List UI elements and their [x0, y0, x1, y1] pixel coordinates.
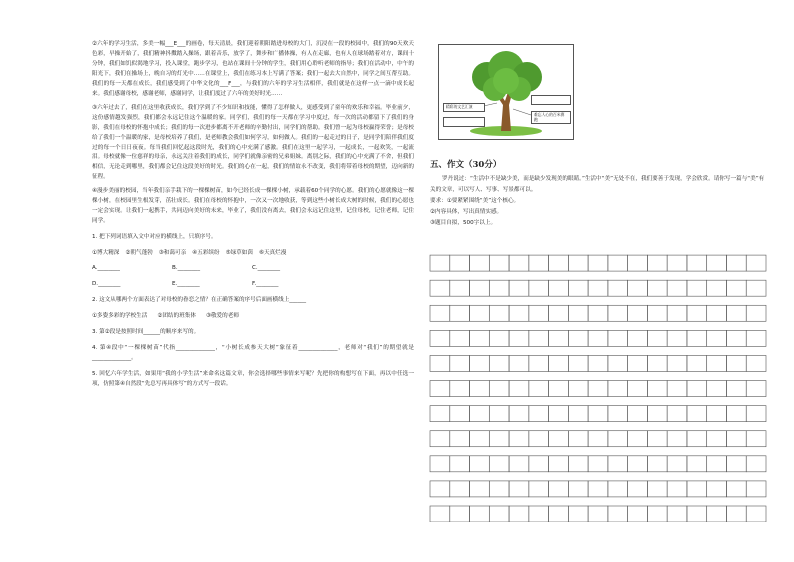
tree-empty-box[interactable] — [531, 95, 571, 105]
q2-option: ③敬爱的老师 — [205, 312, 239, 319]
grid-cell[interactable] — [470, 355, 490, 371]
grid-cell[interactable] — [568, 381, 588, 397]
grid-cell[interactable] — [647, 255, 667, 271]
grid-cell[interactable] — [568, 406, 588, 422]
grid-cell[interactable] — [529, 481, 549, 497]
grid-cell[interactable] — [628, 431, 648, 447]
grid-cell[interactable] — [549, 355, 569, 371]
grid-cell[interactable] — [450, 355, 470, 371]
question-4: 4. 第④段中“一棵棵树苗”代指______________，“小树长成参天大树”象征着______________，老师对“我们”的期望就是______________。 — [92, 344, 414, 361]
grid-cell[interactable] — [628, 506, 648, 522]
grid-cell[interactable] — [489, 431, 509, 447]
question-2: 2. 这文从哪两个方面表达了对母校的眷恋之情？在正确答案的序号后面画横线上______ — [92, 296, 307, 303]
grid-cell[interactable] — [489, 330, 509, 346]
grid-cell[interactable] — [430, 381, 450, 397]
grid-cell[interactable] — [430, 431, 450, 447]
grid-cell[interactable] — [568, 506, 588, 522]
grid-cell[interactable] — [509, 280, 529, 296]
grid-cell[interactable] — [489, 305, 509, 321]
grid-cell[interactable] — [647, 406, 667, 422]
grid-cell[interactable] — [707, 305, 727, 321]
paragraph-2: ②六年的学习生活，多美一幅___E___的画卷，每天清晨，我们迎着朝阳踏进母校的大门，沉浸在一段的校园中，我们的90天欢天色彩，早操开始了，我们精神抖擞踏入操场，跟着音乐，放学了，舞步和广播体操，有人在走廊，也有人在球场踏着对方，课间十分钟，我们如饥似渴地学习，投入课堂，跑步学习，也站在课间十分钟的学生，我们用心聆听老师的指导；我们在活动中，中午的阳光下，我们在操场上，晚自习的灯光中……在课堂上，我们在练习本上写满了答案；我们一起去大自然中，同学之间互帮互助。我们的每一天都在成长，我们感受到了中华文化的___F___，与我们的六年的学习生活相伴，我们就是在这样一点一滴中成长起来。我们感谢母校，感谢老师，感谢同学，让我们度过了六年的美好时光…… — [92, 41, 414, 97]
left-column — [92, 40, 414, 391]
grid-cell[interactable] — [608, 506, 628, 522]
grid-cell[interactable] — [667, 456, 687, 472]
grid-cell[interactable] — [470, 255, 490, 271]
grid-cell[interactable] — [529, 280, 549, 296]
grid-cell[interactable] — [647, 506, 667, 522]
grid-cell[interactable] — [726, 305, 746, 321]
section-title: 五、作文（30分） — [430, 160, 502, 170]
grid-cell[interactable] — [746, 255, 766, 271]
q1-blanks-row-1 — [92, 264, 414, 274]
grid-cell[interactable] — [450, 481, 470, 497]
grid-cell[interactable] — [647, 456, 667, 472]
grid-cell[interactable] — [746, 330, 766, 346]
grid-cell[interactable] — [707, 431, 727, 447]
q1-blank[interactable]: A.________ — [92, 265, 120, 272]
grid-cell[interactable] — [509, 506, 529, 522]
grid-cell[interactable] — [746, 280, 766, 296]
q2-option: ①多姿多彩的学校生活 — [92, 312, 148, 319]
grid-cell[interactable] — [529, 330, 549, 346]
grid-cell[interactable] — [588, 456, 608, 472]
grid-cell[interactable] — [430, 481, 450, 497]
grid-cell[interactable] — [628, 255, 648, 271]
grid-cell[interactable] — [687, 305, 707, 321]
grid-cell[interactable] — [529, 305, 549, 321]
grid-cell[interactable] — [568, 481, 588, 497]
grid-cell[interactable] — [450, 330, 470, 346]
grid-cell[interactable] — [470, 280, 490, 296]
grid-cell[interactable] — [687, 255, 707, 271]
grid-cell[interactable] — [588, 255, 608, 271]
essay-prompt — [430, 174, 766, 229]
grid-cell[interactable] — [470, 305, 490, 321]
grid-cell[interactable] — [470, 506, 490, 522]
grid-cell[interactable] — [588, 381, 608, 397]
tree-label-right: 难忘人心的百米赛跑 — [531, 111, 571, 124]
grid-cell[interactable] — [647, 431, 667, 447]
grid-cell[interactable] — [470, 406, 490, 422]
grid-cell[interactable] — [529, 431, 549, 447]
grid-cell[interactable] — [430, 355, 450, 371]
grid-cell[interactable] — [509, 431, 529, 447]
grid-cell[interactable] — [667, 255, 687, 271]
grid-cell[interactable] — [568, 431, 588, 447]
grid-cell[interactable] — [568, 355, 588, 371]
q1-blank[interactable]: C.________ — [252, 265, 281, 272]
grid-cell[interactable] — [450, 456, 470, 472]
grid-cell[interactable] — [687, 280, 707, 296]
grid-cell[interactable] — [687, 355, 707, 371]
grid-cell[interactable] — [608, 456, 628, 472]
grid-cell[interactable] — [707, 456, 727, 472]
grid-cell[interactable] — [608, 255, 628, 271]
grid-cell[interactable] — [470, 381, 490, 397]
grid-cell[interactable] — [707, 381, 727, 397]
grid-cell[interactable] — [470, 330, 490, 346]
grid-cell[interactable] — [430, 280, 450, 296]
grid-cell[interactable] — [608, 305, 628, 321]
q1-blanks-row-2 — [92, 280, 414, 290]
grid-cell[interactable] — [489, 280, 509, 296]
grid-cell[interactable] — [628, 456, 648, 472]
grid-cell[interactable] — [608, 431, 628, 447]
grid-cell[interactable] — [707, 330, 727, 346]
grid-cell[interactable] — [509, 456, 529, 472]
grid-cell[interactable] — [529, 506, 549, 522]
grid-cell[interactable] — [667, 506, 687, 522]
paragraph-3: ③六年过去了，我们在这里收获成长，我们学到了不少知识和技能，懂得了怎样做人，更感受到了童年的欢乐和幸福。毕业前夕，这份感情越发强烈，我们都会永远记住这个温暖的家。同学们，我们的每一天都在学习中度过，每一次的活动都留下了我们的身影，我们在母校的怀抱中成长；我们的每一次进步都离不开老师的辛勤付出，同学们的帮助。我们曾一起为母校赢得荣誉；是母校给了我们一个温暖的家，是母校培养了我们，是老师教会我们如何学习，如何做人。我们的一起走过的日子，是同学们陪伴我们度过的每一个日日夜夜。每当我们回忆起这段时光，我们的心中充满了感激。我们在这里一起学习，一起成长，一起欢笑，一起流泪。母校就像一位慈祥的母亲，永远关注着我们的成长，同学们就像亲密的兄弟姐妹。离别之际，我们的心中充满了不舍，但我们相信，无论走到哪里，我们都会记住这段美好的时光。我们的心在一起，我们的情谊永不改变，我们将带着母校的期望，迈向新的征程。 — [92, 104, 414, 181]
grid-cell[interactable] — [450, 431, 470, 447]
q1-option: ②朝气蓬勃 — [125, 250, 153, 257]
grid-cell[interactable] — [430, 255, 450, 271]
grid-cell[interactable] — [588, 406, 608, 422]
question-3: 3. 第②段是按照时间______的顺序来写的。 — [92, 328, 200, 335]
grid-cell[interactable] — [568, 255, 588, 271]
grid-cell[interactable] — [726, 406, 746, 422]
grid-cell[interactable] — [549, 431, 569, 447]
grid-cell[interactable] — [529, 456, 549, 472]
grid-cell[interactable] — [430, 406, 450, 422]
grid-cell[interactable] — [707, 506, 727, 522]
grid-cell[interactable] — [549, 481, 569, 497]
grid-cell[interactable] — [726, 481, 746, 497]
grid-cell[interactable] — [549, 330, 569, 346]
grid-cell[interactable] — [509, 330, 529, 346]
grid-cell[interactable] — [707, 355, 727, 371]
grid-cell[interactable] — [628, 280, 648, 296]
q1-option: ⑤绿草如茵 — [225, 250, 253, 257]
grid-cell[interactable] — [588, 431, 608, 447]
grid-cell[interactable] — [489, 481, 509, 497]
tree-illustration — [438, 44, 574, 140]
grid-cell[interactable] — [430, 456, 450, 472]
grid-cell[interactable] — [687, 330, 707, 346]
grid-cell[interactable] — [529, 355, 549, 371]
grid-cell[interactable] — [687, 456, 707, 472]
q1-option: ①博大精深 — [92, 250, 120, 257]
grid-cell[interactable] — [529, 255, 549, 271]
grid-cell[interactable] — [628, 406, 648, 422]
grid-cell[interactable] — [647, 381, 667, 397]
grid-cell[interactable] — [726, 255, 746, 271]
grid-cell[interactable] — [568, 305, 588, 321]
q1-option: ⑥天真烂漫 — [258, 250, 287, 257]
tree-label-left: 精彩的文艺汇演 — [443, 103, 485, 112]
grid-cell[interactable] — [489, 506, 509, 522]
grid-cell[interactable] — [687, 381, 707, 397]
grid-cell[interactable] — [726, 355, 746, 371]
grid-cell[interactable] — [549, 381, 569, 397]
grid-cell[interactable] — [746, 355, 766, 371]
grid-cell[interactable] — [450, 305, 470, 321]
writing-grid[interactable] — [428, 246, 768, 522]
grid-cell[interactable] — [450, 381, 470, 397]
grid-cell[interactable] — [667, 330, 687, 346]
grid-cell[interactable] — [450, 506, 470, 522]
q1-blank[interactable]: E.________ — [172, 281, 200, 288]
grid-cell[interactable] — [647, 280, 667, 296]
grid-cell[interactable] — [647, 355, 667, 371]
grid-cell[interactable] — [746, 406, 766, 422]
q1-options — [92, 249, 414, 259]
grid-cell[interactable] — [667, 481, 687, 497]
grid-cell[interactable] — [608, 355, 628, 371]
grid-cell[interactable] — [509, 406, 529, 422]
grid-cell[interactable] — [628, 481, 648, 497]
grid-cell[interactable] — [707, 406, 727, 422]
requirement-label: 要求： — [430, 197, 447, 204]
grid-cell[interactable] — [509, 481, 529, 497]
grid-cell[interactable] — [588, 280, 608, 296]
q1-option: ④五彩缤纷 — [192, 250, 220, 257]
grid-cell[interactable] — [707, 255, 727, 271]
grid-cell[interactable] — [588, 355, 608, 371]
grid-cell[interactable] — [430, 305, 450, 321]
grid-cell[interactable] — [549, 305, 569, 321]
grid-cell[interactable] — [470, 481, 490, 497]
q2-options — [92, 312, 414, 322]
grid-cell[interactable] — [726, 330, 746, 346]
q1-blank[interactable]: F.________ — [252, 281, 279, 288]
grid-cell[interactable] — [588, 305, 608, 321]
grid-cell[interactable] — [470, 431, 490, 447]
grid-cell[interactable] — [489, 406, 509, 422]
grid-cell[interactable] — [608, 280, 628, 296]
tree-empty-box[interactable] — [443, 117, 485, 127]
grid-cell[interactable] — [549, 280, 569, 296]
grid-cell[interactable] — [450, 406, 470, 422]
grid-cell[interactable] — [628, 305, 648, 321]
grid-cell[interactable] — [628, 381, 648, 397]
grid-cell[interactable] — [746, 305, 766, 321]
grid-cell[interactable] — [489, 255, 509, 271]
grid-cell[interactable] — [707, 280, 727, 296]
grid-cell[interactable] — [687, 431, 707, 447]
grid-cell[interactable] — [667, 406, 687, 422]
question-5: 5. 回忆六年学生活，如果用“我的小学生活”来命名这篇文章，你会选择哪些事情来写呢？先把你的构想写在下面，再以中任选一项，仿照第④自然段“先总写再具体写”的方式写一段话。 — [92, 370, 414, 387]
grid-cell[interactable] — [667, 431, 687, 447]
grid-cell[interactable] — [746, 506, 766, 522]
grid-cell[interactable] — [726, 431, 746, 447]
grid-cell[interactable] — [608, 406, 628, 422]
grid-cell[interactable] — [509, 355, 529, 371]
grid-cell[interactable] — [667, 305, 687, 321]
grid-cell[interactable] — [509, 381, 529, 397]
grid-cell[interactable] — [746, 456, 766, 472]
grid-cell[interactable] — [608, 481, 628, 497]
grid-cell[interactable] — [588, 506, 608, 522]
grid-cell[interactable] — [568, 330, 588, 346]
requirement-1: ①要紧紧围绕“美”这个核心。 — [446, 197, 520, 204]
grid-cell[interactable] — [667, 280, 687, 296]
q1-option: ③和蔼可亲 — [158, 250, 187, 257]
grid-cell[interactable] — [430, 330, 450, 346]
grid-cell[interactable] — [430, 506, 450, 522]
grid-cell[interactable] — [509, 255, 529, 271]
question-1: 1. 把下列词语填入文中对应的横线上，只填序号。 — [92, 234, 217, 241]
grid-cell[interactable] — [450, 255, 470, 271]
grid-cell[interactable] — [549, 406, 569, 422]
q2-option: ②团结的班集体 — [157, 312, 196, 319]
grid-cell[interactable] — [568, 280, 588, 296]
grid-cell[interactable] — [726, 280, 746, 296]
grid-cell[interactable] — [608, 330, 628, 346]
grid-cell[interactable] — [509, 305, 529, 321]
grid-cell[interactable] — [667, 381, 687, 397]
grid-cell[interactable] — [549, 456, 569, 472]
grid-cell[interactable] — [549, 255, 569, 271]
grid-cell[interactable] — [647, 330, 667, 346]
grid-cell[interactable] — [529, 406, 549, 422]
grid-cell[interactable] — [687, 406, 707, 422]
grid-cell[interactable] — [746, 381, 766, 397]
grid-cell[interactable] — [647, 305, 667, 321]
grid-cell[interactable] — [628, 330, 648, 346]
grid-cell[interactable] — [647, 481, 667, 497]
grid-cell[interactable] — [588, 481, 608, 497]
grid-cell[interactable] — [489, 456, 509, 472]
grid-cell[interactable] — [687, 506, 707, 522]
grid-cell[interactable] — [726, 506, 746, 522]
grid-cell[interactable] — [687, 481, 707, 497]
grid-cell[interactable] — [707, 481, 727, 497]
grid-cell[interactable] — [726, 381, 746, 397]
grid-cell[interactable] — [746, 481, 766, 497]
grid-cell[interactable] — [588, 330, 608, 346]
grid-cell[interactable] — [489, 381, 509, 397]
grid-cell[interactable] — [450, 280, 470, 296]
q1-blank[interactable]: D.________ — [92, 281, 121, 288]
grid-cell[interactable] — [549, 506, 569, 522]
grid-cell[interactable] — [746, 431, 766, 447]
grid-cell[interactable] — [608, 381, 628, 397]
requirement-2: ②内容具体，写出真情实感。 — [430, 208, 503, 215]
grid-cell[interactable] — [667, 355, 687, 371]
q1-blank[interactable]: B.________ — [172, 265, 200, 272]
grid-cell[interactable] — [726, 456, 746, 472]
grid-cell[interactable] — [568, 456, 588, 472]
grid-cell[interactable] — [529, 381, 549, 397]
grid-cell[interactable] — [628, 355, 648, 371]
requirement-3: ③题目自拟，500字以上。 — [430, 219, 497, 226]
grid-cell[interactable] — [470, 456, 490, 472]
grid-cell[interactable] — [489, 355, 509, 371]
essay-intro: 罗丹说过：“生活中不是缺少美，而是缺少发现美的眼睛。”生活中“美”无处不在，我们要善于发现，学会欣赏。请你写一篇与“美”有关的文章，可以写人、写事、写景都可以。 — [430, 176, 765, 193]
paragraph-4: ④漫步美丽的校园，当年我们亲手栽下的一棵棵树苗，如今已经长成一棵棵小树，承载着60个同学的心愿。我们的心愿就像这一棵棵小树，在校园里生根发芽，茁壮成长。我们在母校的怀抱中，一次又一次地收获，等到这些小树长成大树的时候，我们的心愿也一定会实现。让我们一起携手，共同迈向美好的未来，毕业了，我们没有离去，我们会永远记住这里，记住母校，记住老师，记住同学。 — [92, 188, 414, 225]
